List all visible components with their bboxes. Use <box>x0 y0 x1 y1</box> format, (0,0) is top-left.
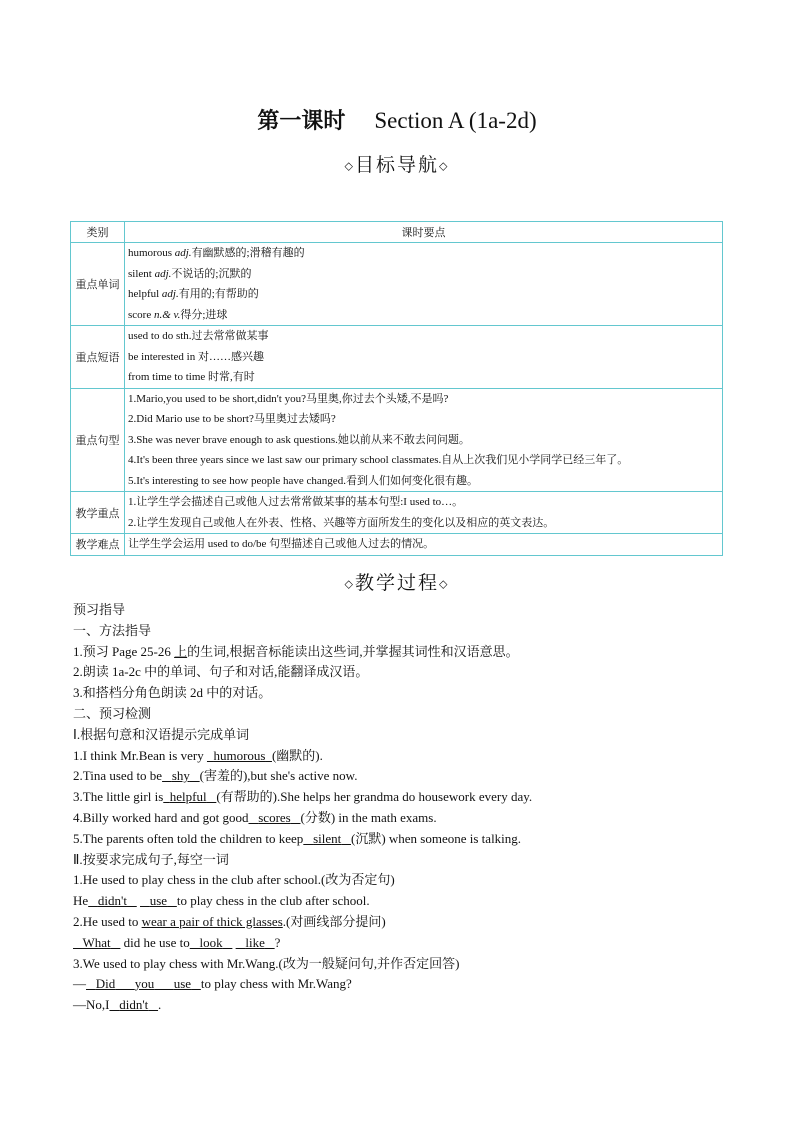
row-line: 1.Mario,you used to be short,didn't you?马里奥,你过去个头矮,不是吗? <box>128 392 449 405</box>
text: .(对画线部分提问) <box>282 913 386 929</box>
row-category: 重点单词 <box>71 243 125 326</box>
text: 3.The little girl is <box>73 789 164 805</box>
title-chinese: 第一课时 <box>257 109 346 134</box>
underlined-text: 上 <box>174 643 188 659</box>
word: score <box>128 308 154 321</box>
answer-blank <box>248 810 300 825</box>
row-content <box>125 243 723 326</box>
text: (沉默) when someone is talking. <box>350 830 522 846</box>
text: 1.预习 Page 25-26 <box>73 643 175 659</box>
title-english: Section A (1a-2d) <box>374 108 537 133</box>
section-heading-text: 教学过程 <box>354 572 439 594</box>
exercise-body <box>73 600 733 1016</box>
part-of-speech: adj. <box>174 247 192 259</box>
question <box>73 912 733 933</box>
question <box>73 766 733 787</box>
answer-line <box>73 995 733 1016</box>
row-line: 4.It's been three years since we last saw our primary school classmates.自从上次我们见小学同学已经三年了。 <box>128 454 629 466</box>
row-line <box>128 305 719 326</box>
row-content <box>125 326 723 389</box>
text: He <box>73 893 89 909</box>
row-line: used to do sth.过去常常做某事 <box>128 330 269 342</box>
section-heading-text: 目标导航 <box>354 154 439 176</box>
method-title: 一、方法指导 <box>73 622 152 638</box>
meaning: 不说话的;沉默的 <box>171 267 252 280</box>
table-row <box>71 388 723 492</box>
question <box>73 746 733 767</box>
text: — <box>73 976 86 992</box>
question: 1.He used to play chess in the club after school.(改为否定句) <box>73 872 395 888</box>
row-line <box>128 284 719 305</box>
row-line: 1.让学生学会描述自己或他人过去常常做某事的基本句型:I used to…。 <box>128 496 464 508</box>
answer-blank <box>162 768 200 783</box>
answer-line <box>73 974 733 995</box>
text: (分数) in the math exams. <box>300 809 437 825</box>
diamond-icon: ◇ <box>439 577 450 591</box>
word: helpful <box>128 288 162 300</box>
answer-blank <box>190 935 233 950</box>
header-category: 类别 <box>71 222 125 243</box>
row-category: 重点短语 <box>71 326 125 389</box>
row-line: 3.She was never brave enough to ask questions.她以前从来不敢去问问题。 <box>128 433 470 446</box>
row-content <box>125 492 723 534</box>
diamond-icon: ◇ <box>344 159 355 173</box>
part2-title: Ⅱ.按要求完成句子,每空一词 <box>73 851 229 867</box>
check-title: 二、预习检测 <box>73 705 152 721</box>
row-category: 教学难点 <box>71 534 125 556</box>
text: 1.I think Mr.Bean is very <box>73 747 207 763</box>
section-heading-process <box>0 568 794 595</box>
answer-blank <box>164 976 201 991</box>
text: (幽默的). <box>271 747 323 763</box>
row-line: 5.It's interesting to see how people have changed.看到人们如何变化很有趣。 <box>128 474 478 487</box>
answer-line <box>73 891 733 912</box>
question <box>73 808 733 829</box>
text: ? <box>274 934 281 950</box>
table-row <box>71 534 723 556</box>
lesson-title <box>0 104 794 135</box>
row-content <box>125 388 723 492</box>
row-line: be interested in 对……感兴趣 <box>128 350 264 363</box>
text: to play chess with Mr.Wang? <box>200 976 352 992</box>
meaning: 有幽默感的;滑稽有趣的 <box>191 247 305 259</box>
row-category: 教学重点 <box>71 492 125 534</box>
answer-blank <box>207 748 272 763</box>
answer: didn't <box>119 997 149 1013</box>
answer: humorous <box>213 747 266 763</box>
answer-blank <box>109 997 158 1012</box>
meaning: 得分;进球 <box>180 308 228 321</box>
row-line: 2.让学生发现自己或他人在外表、性格、兴趣等方面所发生的变化以及相应的英文表达。 <box>128 516 555 529</box>
text: (害羞的),but she's active now. <box>199 768 358 784</box>
table-row <box>71 326 723 389</box>
method-item: 2.朗读 1a-2c 中的单词、句子和对话,能翻译成汉语。 <box>73 664 369 680</box>
text: did he use to <box>123 934 190 950</box>
diamond-icon: ◇ <box>344 577 355 591</box>
table-row <box>71 492 723 534</box>
section-heading-goals <box>0 150 794 177</box>
text: (有帮助的).She helps her grandma do housework every day. <box>216 789 533 805</box>
row-line: 让学生学会运用 used to do/be 句型描述自己或他人过去的情况。 <box>128 538 435 550</box>
answer-blank <box>125 976 164 991</box>
table-row <box>71 243 723 326</box>
text: . <box>158 997 162 1013</box>
answer-blank <box>163 789 216 804</box>
answer: shy <box>171 768 190 784</box>
part-of-speech: n.& v. <box>153 308 181 321</box>
answer-blank <box>73 935 120 950</box>
preview-title: 预习指导 <box>73 602 126 617</box>
answer-blank <box>86 976 125 991</box>
underlined-text: wear a pair of thick glasses <box>141 913 283 929</box>
row-line <box>128 264 719 285</box>
answer-blank <box>236 935 275 950</box>
table-header-row <box>71 222 723 243</box>
answer: use <box>149 893 168 909</box>
meaning: 有用的;有帮助的 <box>178 288 259 300</box>
header-points: 课时要点 <box>125 222 723 243</box>
answer-blank <box>88 893 137 908</box>
diamond-icon: ◇ <box>439 159 450 173</box>
question: 3.We used to play chess with Mr.Wang.(改为一般疑问句,并作否定回答) <box>73 955 460 971</box>
row-line: from time to time 时常,有时 <box>128 371 255 383</box>
lesson-points-table <box>70 221 723 556</box>
answer: helpful <box>169 789 207 805</box>
question <box>73 787 733 808</box>
word: silent <box>128 267 155 280</box>
answer: silent <box>313 830 342 846</box>
question <box>73 829 733 850</box>
text: 2.Tina used to be <box>73 768 163 784</box>
text: 4.Billy worked hard and got good <box>73 809 249 825</box>
row-content <box>125 534 723 556</box>
method-item <box>73 642 733 663</box>
answer-line <box>73 933 733 954</box>
text: 5.The parents often told the children to keep <box>73 830 304 846</box>
method-item: 3.和搭档分角色朗读 2d 中的对话。 <box>73 685 272 701</box>
answer: you <box>134 976 155 992</box>
row-line <box>128 243 719 264</box>
part-of-speech: adj. <box>154 267 172 280</box>
answer: like <box>245 934 265 950</box>
answer: Did <box>95 976 116 992</box>
word: humorous <box>128 247 175 259</box>
row-category: 重点句型 <box>71 388 125 492</box>
text: to play chess in the club after school. <box>176 893 370 909</box>
answer: scores <box>258 809 291 825</box>
answer: didn't <box>97 893 127 909</box>
answer: use <box>173 976 192 992</box>
answer: What <box>82 934 111 950</box>
answer-blank <box>303 831 351 846</box>
part1-title: Ⅰ.根据句意和汉语提示完成单词 <box>73 726 250 742</box>
text: 的生词,根据音标能读出这些词,并掌握其词性和汉语意思。 <box>187 643 519 659</box>
answer: look <box>199 934 223 950</box>
text: 2.He used to <box>73 913 142 929</box>
text: —No,I <box>73 997 110 1013</box>
row-line: 2.Did Mario use to be short?马里奥过去矮吗? <box>128 413 336 425</box>
part-of-speech: adj. <box>161 288 179 300</box>
answer-blank <box>140 893 177 908</box>
